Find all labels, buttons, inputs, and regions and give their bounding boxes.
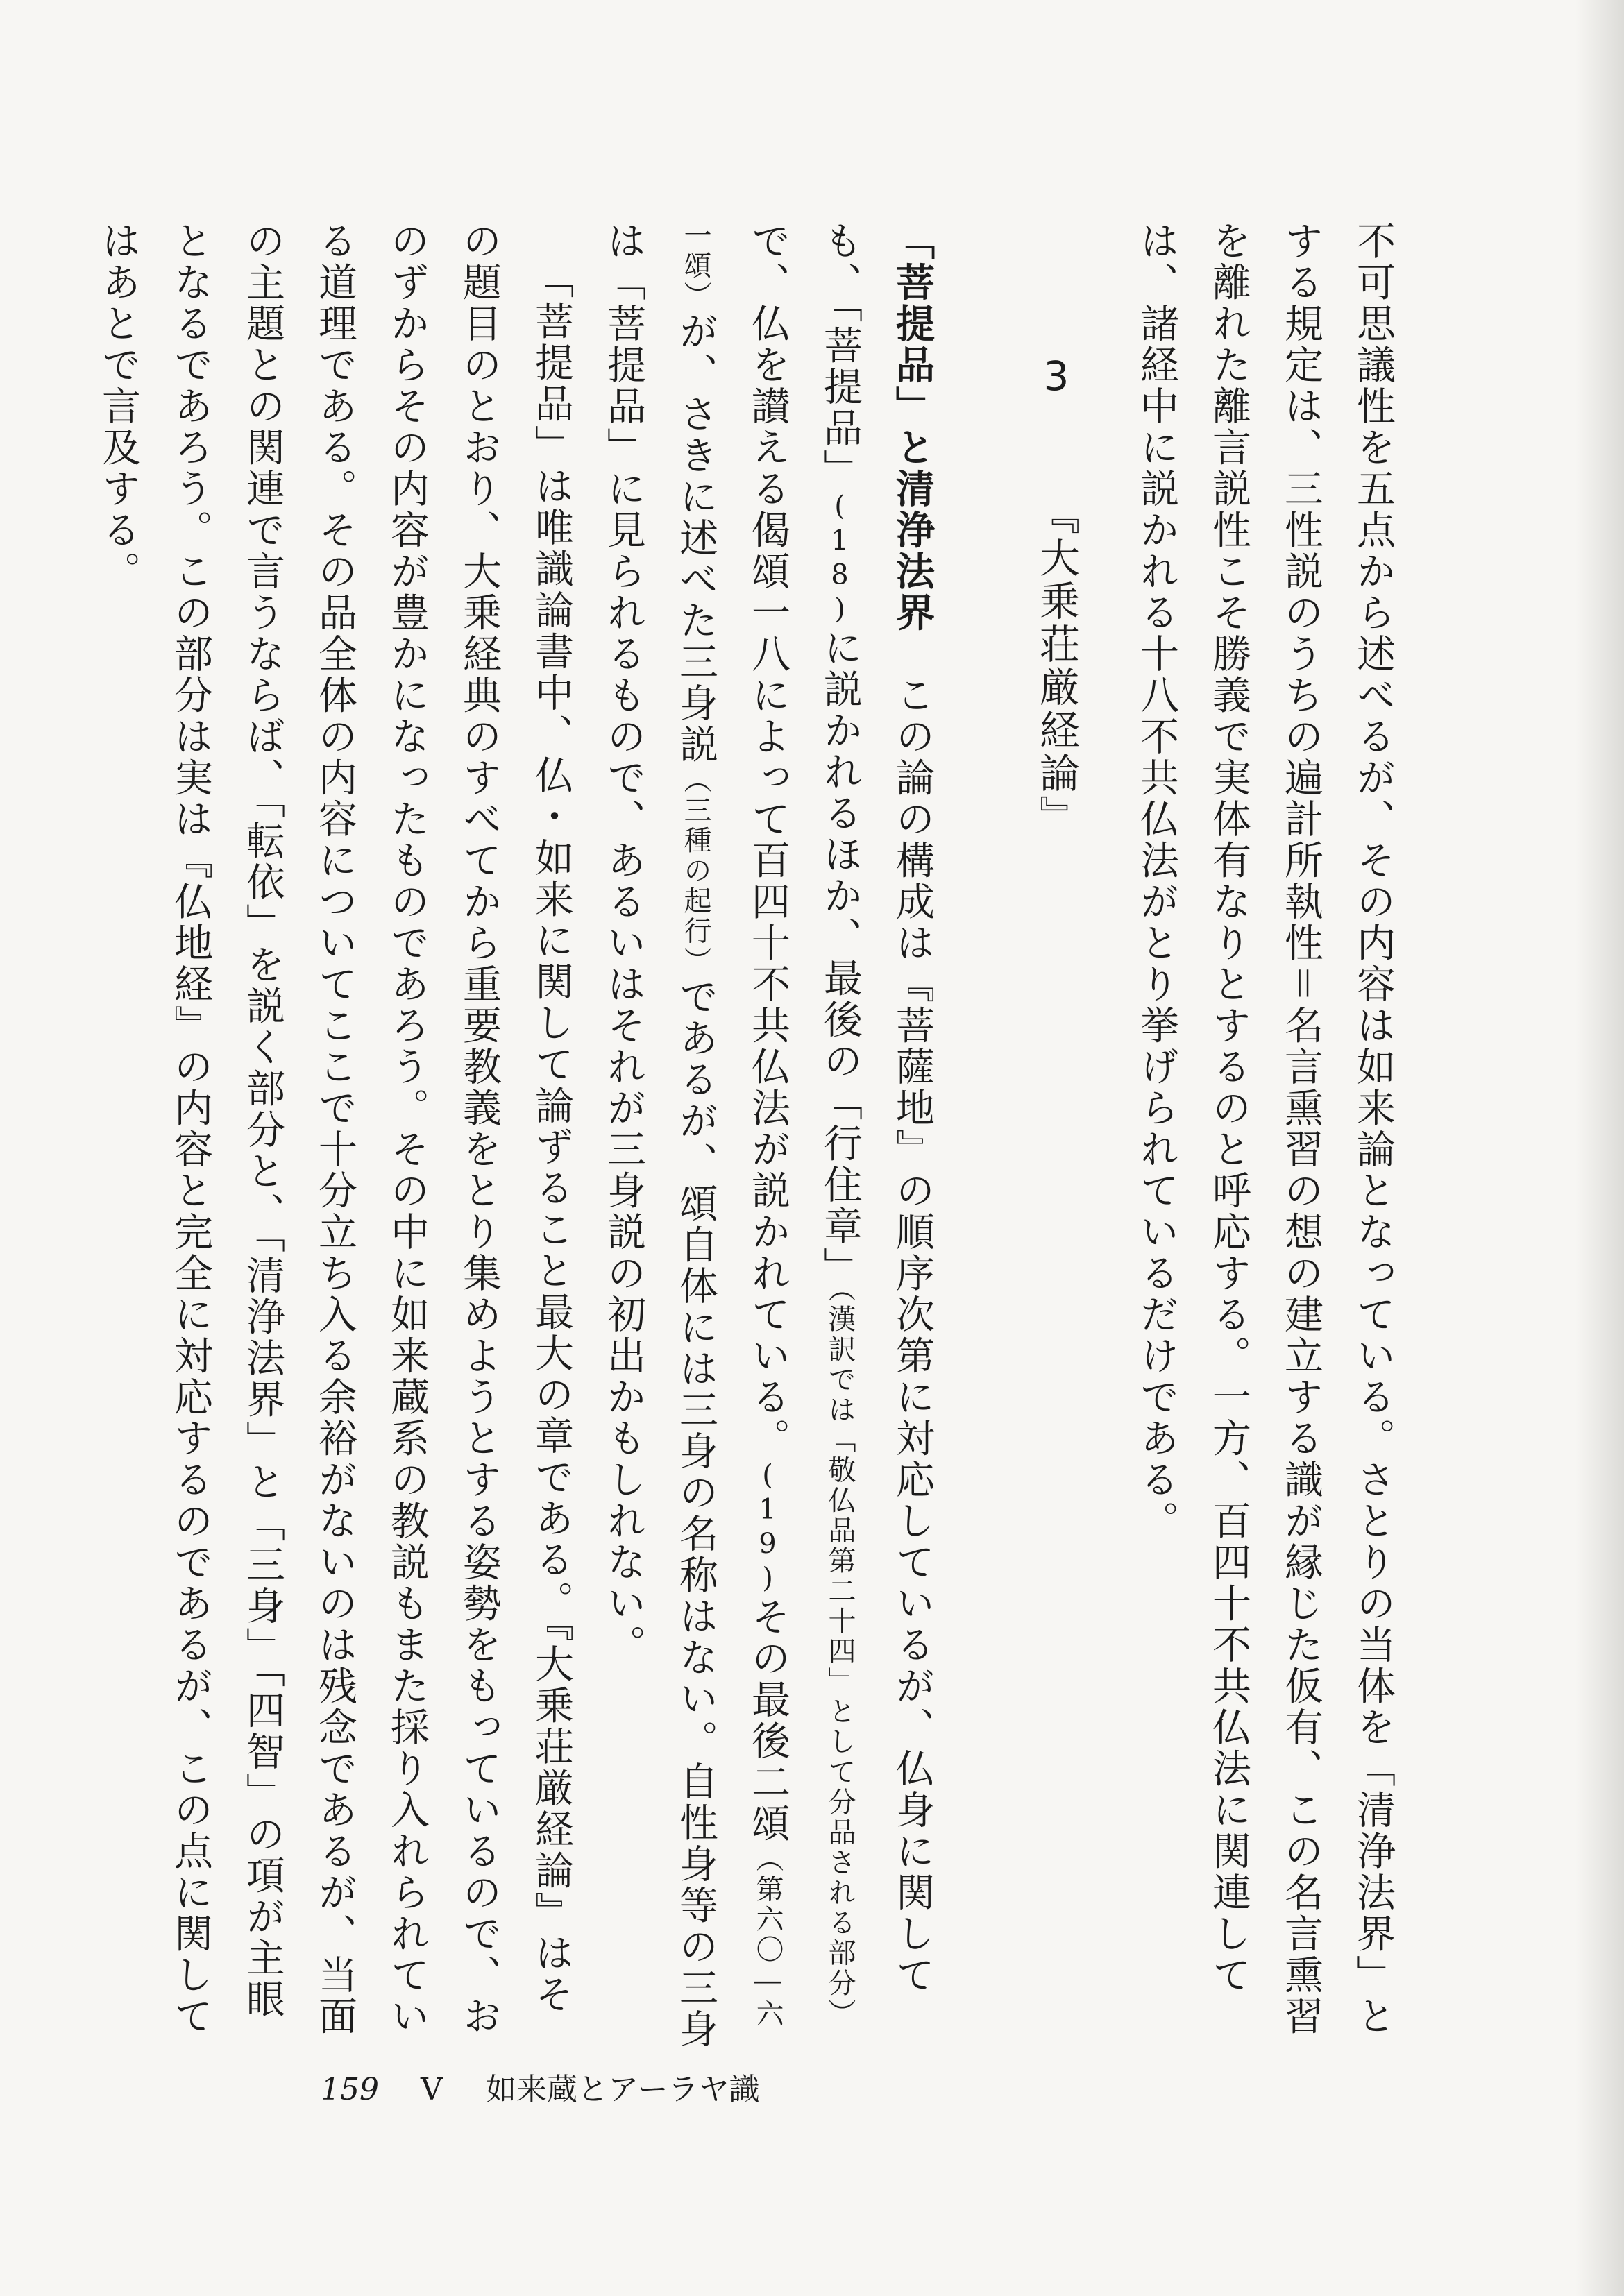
section-number: 3: [1033, 352, 1080, 402]
footnote-marker-18: (18): [824, 490, 856, 628]
chapter-title: 如来蔵とアーラヤ識: [486, 2072, 760, 2107]
text-run: に説かれるほか、最後の「行住章」: [818, 627, 863, 1289]
text-run: で、仏を讃える偈頌一八によって百四十不共仏法が説かれている。: [745, 221, 790, 1459]
run-in-heading: 「菩提品」と清浄法界: [890, 221, 935, 633]
vertical-text-body: [69, 221, 1409, 2052]
paragraph-continuation: 不可思議性を五点から述べるが、その内容は如来論となっている。さとりの当体を「清浄法界」とする規定は、三性説のうちの遍計所執性＝名言熏習の想の建立する識が縁じた仮有、この名言熏習を離れた離言説性こそ勝義で実体有なりとするのと呼応する。一方、百四十不共仏法に関連しては、諸経中に説かれる十八不共仏法がとり挙げられているだけである。: [1134, 221, 1396, 2037]
text-run: その最後二頌: [745, 1597, 790, 1844]
text-run: であるが、頌自体には三身の名称はない。自性身等の三身は「菩提品」に見られるもので、あるいはそれが三身説の初出かもしれない。: [601, 221, 718, 2050]
page-edge-shadow: [1575, 0, 1624, 2296]
inline-note: （第六〇―六一頌）: [679, 221, 784, 2030]
page-footer: [321, 2064, 760, 2106]
section-title: 『大乗荘厳経論』: [1033, 494, 1080, 838]
footnote-marker-19: (19): [752, 1459, 784, 1597]
text-run: が、さきに述べた三身説: [673, 311, 718, 765]
paragraph-bodhi-chapter-content: 「菩提品」は唯識論書中、仏・如来に関して論ずること最大の章である。『大乗荘厳経論』はその題目のとおり、大乗経典のすべてから重要教義をとり集めようとする姿勢をもっているので、おのずからその内容が豊かになったものであろう。その中に如来蔵系の教説もまた採り入れられている道理である。その品全体の内容についてここで十分立ち入る余裕がないのは残念であるが、当面の主題との関連で言うならば、「転依」を説く部分と、「清浄法界」と「三身」「四智」の項が主眼となるであろう。この部分は実は『仏地経』の内容と完全に対応するのであるが、この点に関してはあとで言及する。: [96, 221, 574, 2037]
section-heading: [1020, 221, 1092, 2052]
inline-note: （三種の起行）: [679, 765, 711, 977]
paragraph-bodhi-chapter: [587, 221, 948, 2052]
page-number: 159: [321, 2072, 379, 2107]
text-run: この論の構成は『菩薩地』の順序次第に対応しているが、仏身に関しても、「菩提品」: [818, 221, 935, 1996]
chapter-number: V: [421, 2072, 443, 2107]
inline-note: （漢訳では「敬仏品第二十四」として分品される部分）: [824, 1288, 856, 2029]
